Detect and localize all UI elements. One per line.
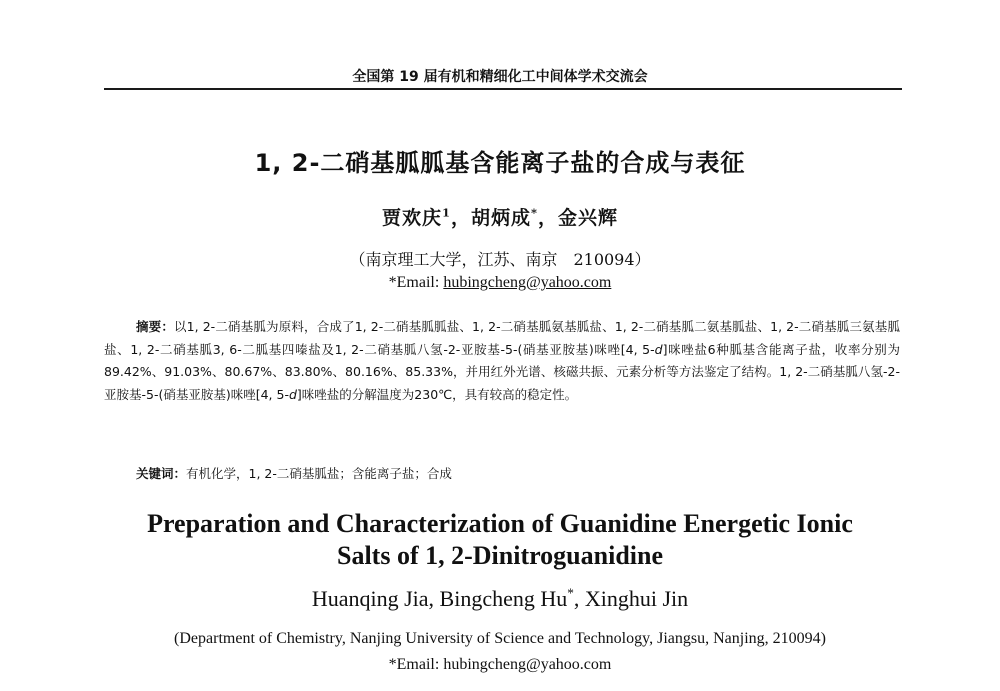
english-email: *Email: hubingcheng@yahoo.com [388,656,612,673]
conference-header: 全国第 19 届有机和精细化工中间体学术交流会 [352,69,648,85]
english-affiliation: (Department of Chemistry, Nanjing University of Science and Technology, Jiangsu, Nanjing, 210094) [174,630,826,647]
abstract-italic: d [288,386,297,402]
abstract [104,316,900,406]
author-name: 胡炳成 [470,207,531,229]
author-separator: , [573,586,585,611]
chinese-affiliation: （南京理工大学，江苏、南京 210094） [349,250,651,269]
author-name: Xinghui Jin [584,586,689,611]
author-separator: , [428,586,440,611]
author-mark: * [530,205,538,220]
author-name: 金兴辉 [557,207,618,229]
english-title-line: Salts of 1, 2-Dinitroguanidine [336,541,663,570]
author-name: Huanqing Jia [311,586,429,611]
english-title [0,508,1000,572]
author-mark: 1 [442,205,451,220]
abstract-italic: d [654,341,663,357]
abstract-text: ]咪唑盐的分解温度为230℃，具有较高的稳定性。 [296,386,578,402]
email-label: *Email: [388,274,444,291]
author-mark: * [567,585,574,601]
english-authors [0,586,1000,612]
keywords [136,464,896,482]
keywords-text: 有机化学，1, 2-二硝基胍盐；含能离子盐；合成 [186,466,452,481]
chinese-authors [0,203,1000,230]
chinese-email-line [0,274,1000,292]
author-separator: ， [537,207,558,229]
email-link[interactable]: hubingcheng@yahoo.com [443,274,612,291]
english-title-line: Preparation and Characterization of Guanidine Energetic Ionic [147,509,853,538]
abstract-text: 以1, 2-二硝基胍为原料，合成了1, 2-二硝基胍胍盐、1, 2-二硝基胍氨基胍盐、1, 2-二硝基胍二氨基胍盐、1, 2-二硝基胍三氨基胍盐、1, 2-二硝基胍3, 6-二胍基四嗪盐及1, 2-二硝基胍八氢-2-亚胺基-5-(硝基亚胺基)咪唑[4, 5- [104,319,900,357]
author-separator: ， [450,207,471,229]
author-name: 贾欢庆 [382,207,443,229]
abstract-text: ]咪唑盐6种胍基含能离子盐，收率分别为89.42%、91.03%、80.67%、83.80%、80.16%、85.33%，并用红外光谱、核磁共振、元素分析等方法鉴定了结构。1, 2-二硝基胍八氢-2-亚胺基-5-(硝基亚胺基)咪唑[4, 5- [104,341,900,402]
author-name: Bingcheng Hu [439,586,568,611]
abstract-label: 摘要： [136,319,174,334]
header-divider [104,88,902,90]
keywords-label: 关键词： [136,466,187,481]
chinese-title: 1, 2-二硝基胍胍基含能离子盐的合成与表征 [254,149,746,177]
